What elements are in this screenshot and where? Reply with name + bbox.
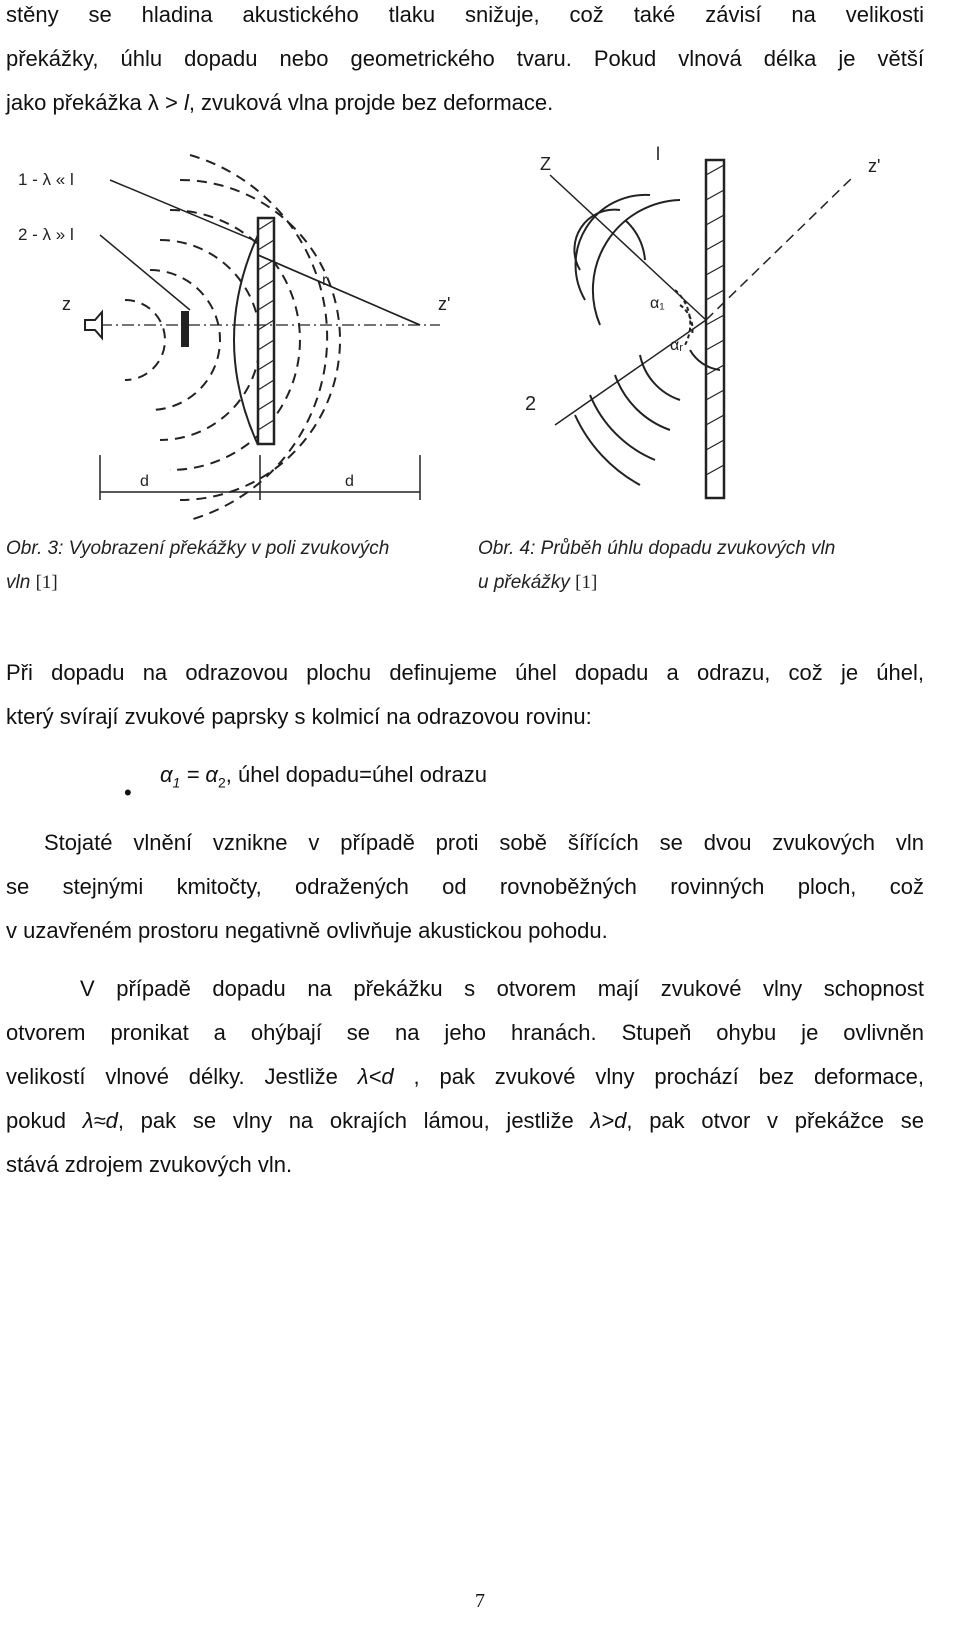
para3-line-5: stává zdrojem zvukových vln.: [6, 1152, 293, 1177]
para1-line-2: který svírají zvukové paprsky s kolmicí na odrazovou rovinu:: [6, 704, 592, 729]
fig4-label-z: Z: [540, 154, 551, 174]
fig4-label-alpha1: α₁: [650, 295, 665, 312]
fig3-legend-1: 1 - λ « l: [18, 170, 74, 189]
intro-line-1: stěny se hladina akustického tlaku snižuje, což také závisí na velikosti: [6, 2, 924, 27]
fig3-label-d2: d: [345, 473, 354, 490]
para3-line-3: velikostí vlnové délky. Jestliže λ<d , pak zvukové vlny prochází bez deformace,: [6, 1064, 924, 1089]
fig3-legend-2: 2 - λ » l: [18, 225, 74, 244]
fig3-label-r: r: [322, 272, 328, 289]
intro-line-3: jako překážka λ > l, zvuková vlna projde bez deformace.: [6, 90, 554, 115]
fig4-label-z-prime: z': [868, 156, 881, 176]
fig4-label-2: 2: [525, 393, 537, 415]
fig3-label-d1: d: [140, 473, 149, 490]
para3-line-2: otvorem pronikat a ohýbají se na jeho hranách. Stupeň ohybu je ovlivněn: [6, 1020, 924, 1045]
figure-4-caption: Obr. 4: Průběh úhlu dopadu zvukových vln u překážky [1]: [478, 538, 836, 593]
para2-line-2: se stejnými kmitočty, odražených od rovnoběžných rovinných ploch, což: [6, 874, 924, 899]
page-number: 7: [475, 1590, 485, 1612]
para2-line-1: Stojaté vlnění vznikne v případě proti sobě šířících se dvou zvukových vln: [44, 830, 924, 855]
fig4-label-alphar: αᵣ: [670, 337, 684, 354]
para3-line-4: pokud λ≈d, pak se vlny na okrajích lámou, jestliže λ>d, pak otvor v překážce se: [6, 1108, 925, 1133]
figure-4-diagram: [480, 140, 930, 520]
bullet-formula: $\alpha_1 = \alpha_2$, úhel dopadu=úhel odrazu: [160, 762, 487, 791]
bullet-marker: •: [124, 780, 132, 805]
fig3-label-z-prime: z': [438, 294, 451, 314]
figure-3-diagram: [0, 140, 460, 520]
fig3-label-z: z: [62, 294, 71, 314]
intro-line-2: překážky, úhlu dopadu nebo geometrického tvaru. Pokud vlnová délka je větší: [6, 46, 924, 71]
fig4-label-l: l: [656, 144, 660, 164]
figure-3-caption: Obr. 3: Vyobrazení překážky v poli zvukových vln [1]: [6, 538, 390, 593]
para1-line-1: Při dopadu na odrazovou plochu definujeme úhel dopadu a odrazu, což je úhel,: [6, 660, 924, 685]
para3-line-1: V případě dopadu na překážku s otvorem mají zvukové vlny schopnost: [80, 976, 924, 1001]
para2-line-3: v uzavřeném prostoru negativně ovlivňuje akustickou pohodu.: [6, 918, 608, 943]
